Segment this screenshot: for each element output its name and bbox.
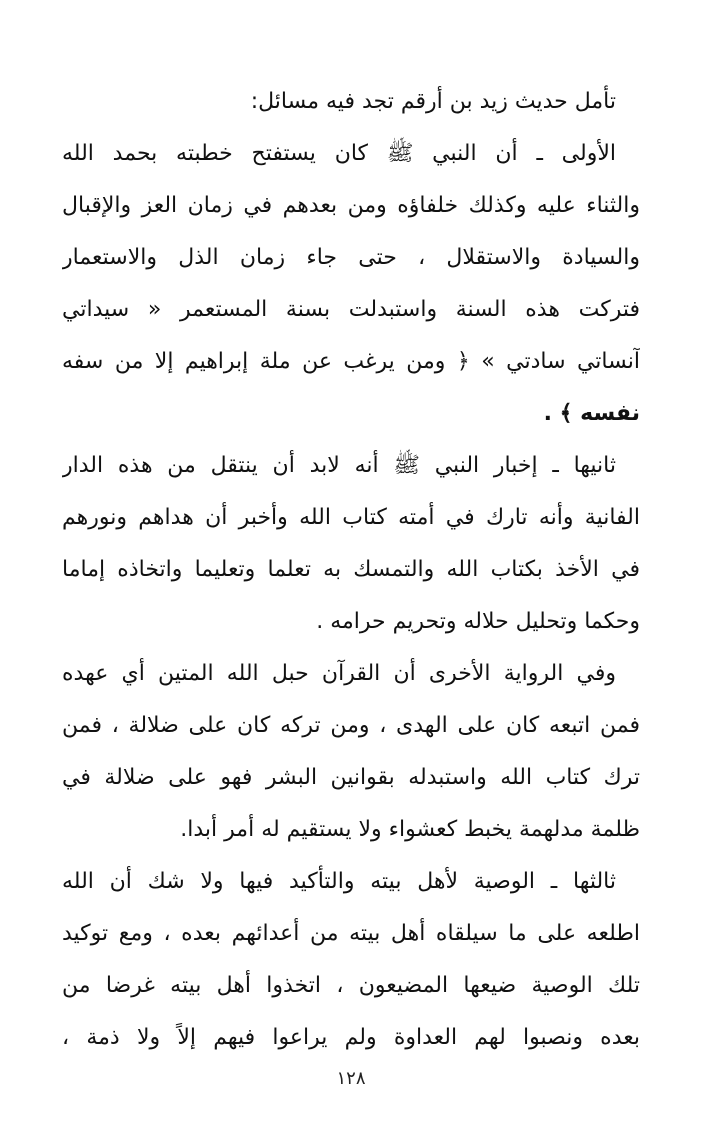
page-body bbox=[62, 76, 640, 1064]
page-number: ١٢٨ bbox=[336, 1068, 366, 1089]
text-line: ثانيها ـ إخبار النبي ﷺ أنه لابد أن ينتقل من هذه الدار bbox=[62, 453, 616, 478]
text-line: تأمل حديث زيد بن أرقم تجد فيه مسائل: bbox=[250, 89, 616, 114]
text-line: تلك الوصية ضيعها المضيعون ، اتخذوا أهل بيته غرضا من bbox=[62, 973, 640, 998]
text-line: اطلعه على ما سيلقاه أهل بيته من أعدائهم بعده ، ومع توكيد bbox=[62, 921, 640, 946]
text-line: في الأخذ بكتاب الله والتمسك به تعلما وتعليما واتخاذه إماما bbox=[62, 557, 640, 582]
text-line: فتركت هذه السنة واستبدلت بسنة المستعمر « سيداتي bbox=[62, 297, 640, 322]
text-line: ترك كتاب الله واستبدله بقوانين البشر فهو على ضلالة في bbox=[62, 765, 640, 790]
text-line: آنساتي سادتي » ﴿ ومن يرغب عن ملة إبراهيم إلا من سفه bbox=[62, 349, 640, 374]
text-line: الفانية وأنه تارك في أمته كتاب الله وأخبر أن هداهم ونورهم bbox=[62, 505, 640, 530]
text-line: ثالثها ـ الوصية لأهل بيته والتأكيد فيها ولا شك أن الله bbox=[62, 869, 616, 894]
text-line: والثناء عليه وكذلك خلفاؤه ومن بعدهم في زمان العز والإقبال bbox=[62, 193, 640, 218]
text-line: فمن اتبعه كان على الهدى ، ومن تركه كان على ضلالة ، فمن bbox=[62, 713, 640, 738]
text-line: ظلمة مدلهمة يخبط كعشواء ولا يستقيم له أمر أبدا. bbox=[180, 817, 640, 842]
text-line: الأولى ـ أن النبي ﷺ كان يستفتح خطبته بحمد الله bbox=[62, 141, 616, 166]
text-line: وفي الرواية الأخرى أن القرآن حبل الله المتين أي عهده bbox=[62, 661, 616, 686]
text-line: نفسه ﴾ . bbox=[543, 401, 640, 426]
text-line: وحكما وتحليل حلاله وتحريم حرامه . bbox=[316, 609, 640, 634]
text-line: بعده ونصبوا لهم العداوة ولم يراعوا فيهم إلاً ولا ذمة ، bbox=[62, 1025, 640, 1050]
text-line: والسيادة والاستقلال ، حتى جاء زمان الذل والاستعمار bbox=[62, 245, 640, 270]
